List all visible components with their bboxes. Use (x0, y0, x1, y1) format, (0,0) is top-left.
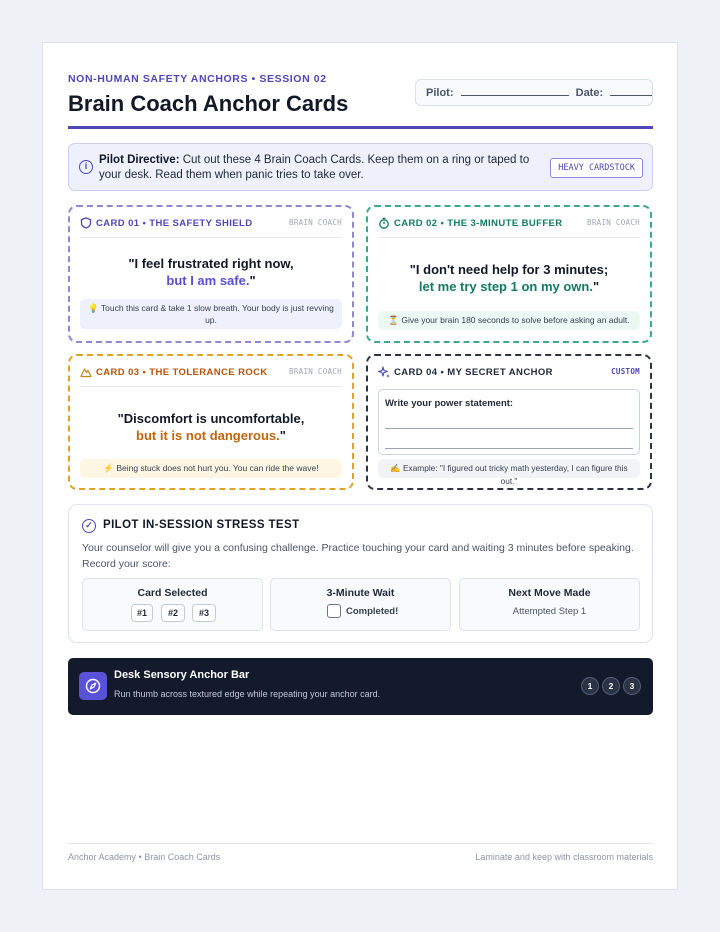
card-tip: ✍️ Example: "I figured out tricky math yesterday, I can figure this out." (378, 459, 640, 478)
quote-end: " (249, 273, 256, 288)
writing-line (385, 428, 633, 429)
worksheet-page (42, 42, 678, 890)
card-tip: ⏳ Give your brain 180 seconds to solve before asking an adult. (378, 311, 640, 330)
step-dot-3[interactable]: 3 (623, 677, 641, 695)
card-option-1[interactable]: #1 (131, 604, 153, 622)
header-rule (68, 126, 653, 129)
sensory-bar-title: Desk Sensory Anchor Bar (114, 669, 250, 681)
card-header (80, 365, 342, 387)
writing-line (385, 448, 633, 449)
quote-highlight: let me try step 1 on my own. (418, 279, 593, 294)
card-quote (80, 410, 342, 444)
card-quote (378, 261, 640, 295)
next-move-cell (459, 578, 640, 631)
card-option-3[interactable]: #3 (192, 604, 216, 622)
directive-bold: Pilot Directive: (99, 154, 180, 166)
card-brand: BRAIN COACH (289, 218, 342, 227)
eyebrow: NON-HUMAN SAFETY ANCHORS • SESSION 02 (68, 73, 327, 85)
anchor-card-2[interactable] (366, 205, 652, 343)
card-tip: 💡 Touch this card & take 1 slow breath. Your body is just revving up. (80, 299, 342, 329)
date-line[interactable] (610, 86, 653, 96)
card-quote (80, 255, 342, 289)
card-header (378, 365, 640, 387)
stress-test-title: PILOT IN-SESSION STRESS TEST (103, 519, 300, 531)
stopwatch-icon (378, 217, 390, 229)
next-move-title: Next Move Made (508, 587, 591, 599)
stress-test-panel (68, 504, 653, 643)
quote-line: "I don't need help for 3 minutes; (409, 262, 609, 277)
pilot-directive (68, 143, 653, 191)
card-label: CARD 02 • THE 3-MINUTE BUFFER (394, 218, 563, 229)
pilot-label: Pilot: (426, 87, 454, 99)
quote-line: "I feel frustrated right now, (128, 256, 294, 271)
anchor-card-4[interactable] (366, 354, 652, 490)
card-header (378, 216, 640, 238)
power-statement-label: Write your power statement: (385, 398, 514, 409)
completed-checkbox[interactable] (327, 604, 341, 618)
card-label: CARD 03 • THE TOLERANCE ROCK (96, 367, 268, 378)
sensory-bar-subtitle: Run thumb across textured edge while repeating your anchor card. (114, 689, 381, 699)
card-selected-title: Card Selected (137, 587, 208, 599)
footer-rule (68, 843, 653, 844)
quote-line: "Discomfort is uncomfortable, (117, 411, 305, 426)
compass-icon (79, 672, 107, 700)
pilot-date-box (415, 79, 653, 106)
mountain-icon (80, 366, 92, 378)
next-move-value: Attempted Step 1 (512, 606, 587, 617)
anchor-card-3[interactable] (68, 354, 354, 490)
card-label: CARD 01 • THE SAFETY SHIELD (96, 218, 253, 229)
card-selected-cell (82, 578, 263, 631)
directive-body: Cut out these 4 Brain Coach Cards. Keep them on a ring or taped to your desk. Read them when panic tries to take over. (99, 154, 530, 181)
page-title: Brain Coach Anchor Cards (68, 91, 349, 116)
quote-highlight: but I am safe. (166, 273, 250, 288)
wait-title: 3-Minute Wait (326, 587, 395, 599)
power-statement-field[interactable] (378, 389, 640, 455)
date-label: Date: (575, 87, 604, 99)
sensory-anchor-bar[interactable] (68, 658, 653, 715)
footer-left: Anchor Academy • Brain Coach Cards (68, 852, 221, 862)
custom-badge: CUSTOM (611, 367, 640, 376)
wait-cell (270, 578, 451, 631)
footer-right: Laminate and keep with classroom materials (475, 852, 653, 862)
completed-label: Completed! (346, 606, 399, 617)
card-brand: BRAIN COACH (289, 367, 342, 376)
card-header (80, 216, 342, 238)
directive-text (99, 153, 547, 183)
quote-highlight: but it is not dangerous. (136, 428, 280, 443)
card-brand: BRAIN COACH (587, 218, 640, 227)
card-option-2[interactable]: #2 (161, 604, 185, 622)
anchor-card-1[interactable] (68, 205, 354, 343)
stress-test-description: Your counselor will give you a confusing challenge. Practice touching your card and waiting 3 minutes before speaking. Record your score: (82, 542, 634, 570)
quote-end: " (279, 428, 286, 443)
quote-end: " (592, 279, 600, 294)
cardstock-tag: HEAVY CARDSTOCK (550, 158, 643, 178)
check-circle-icon: ✓ (82, 519, 96, 533)
step-dot-1[interactable]: 1 (581, 677, 599, 695)
shield-icon (80, 217, 92, 229)
card-label: CARD 04 • MY SECRET ANCHOR (394, 367, 553, 378)
info-icon: i (79, 160, 93, 174)
card-tip: ⚡ Being stuck does not hurt you. You can ride the wave! (80, 459, 342, 478)
step-dot-2[interactable]: 2 (602, 677, 620, 695)
sparkles-icon (378, 366, 390, 378)
pilot-name-line[interactable] (461, 86, 569, 96)
worksheet-content (68, 73, 653, 862)
